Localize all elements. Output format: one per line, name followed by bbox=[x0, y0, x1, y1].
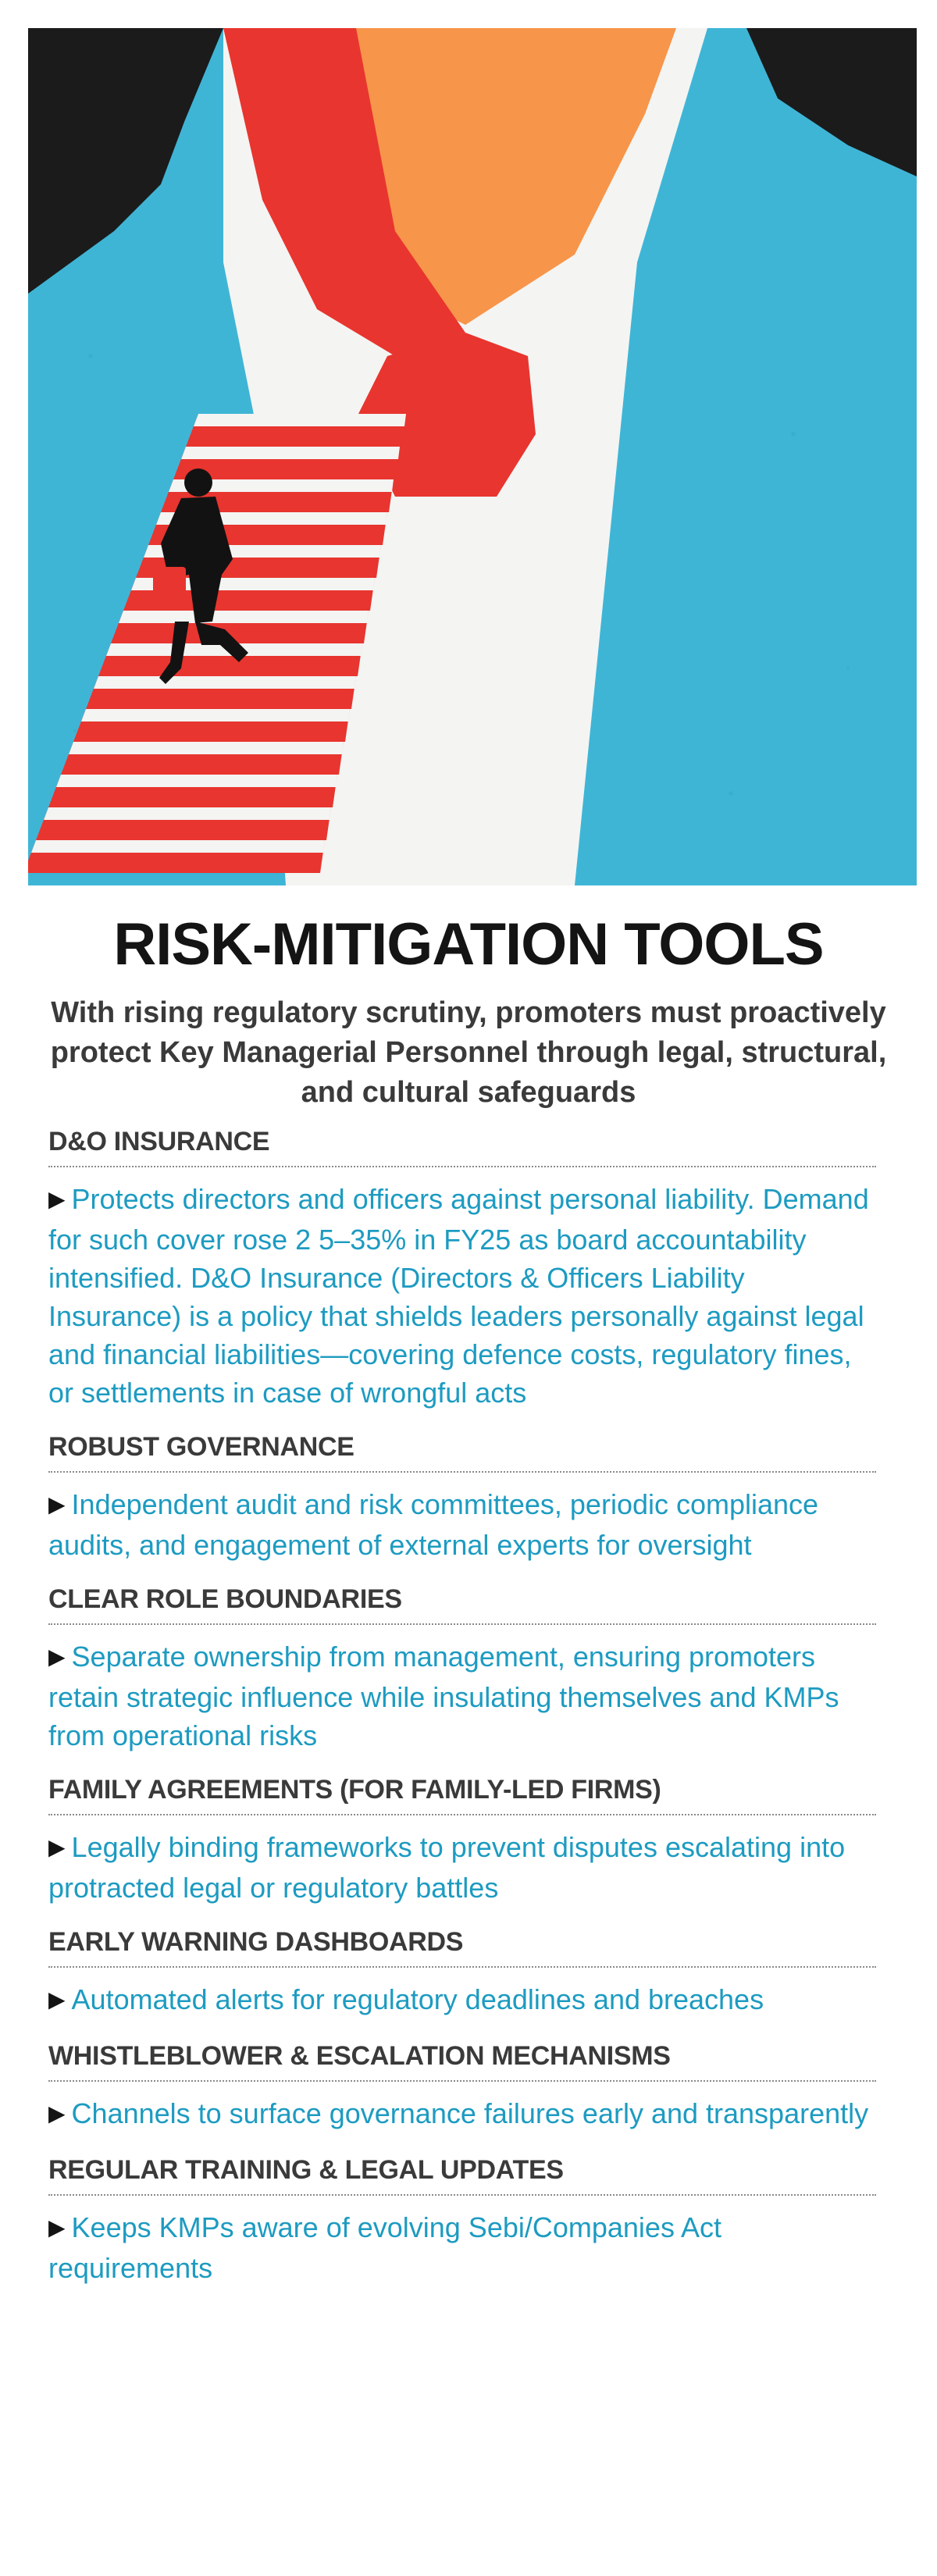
section-body bbox=[48, 2208, 876, 2287]
section-text: Separate ownership from management, ensuring promoters retain strategic influence while insulating themselves and KMPs from operational risks bbox=[48, 1641, 839, 1751]
stair-tread bbox=[81, 709, 350, 721]
stair-tread bbox=[194, 414, 406, 426]
section-body bbox=[48, 1828, 876, 1907]
section-body bbox=[48, 2094, 876, 2135]
page-subtitle: With rising regulatory scrutiny, promoters must proactively protect Key Managerial Personnel through legal, structural, and cultural safeguards bbox=[50, 996, 887, 1109]
section-text: Channels to surface governance failures early and transparently bbox=[71, 2097, 869, 2129]
stair-tread bbox=[94, 676, 356, 689]
section-clear-role-boundaries bbox=[48, 1586, 876, 1755]
page-title: RISK-MITIGATION TOOLS bbox=[113, 911, 824, 978]
triangle-bullet-icon: ▶ bbox=[48, 1835, 66, 1859]
section-heading: FAMILY AGREEMENTS (FOR FAMILY-LED FIRMS) bbox=[48, 1776, 876, 1815]
stair-tread bbox=[56, 775, 337, 787]
section-regular-training bbox=[48, 2157, 876, 2287]
section-family-agreements bbox=[48, 1776, 876, 1907]
section-early-warning-dashboards bbox=[48, 1929, 876, 2021]
section-body bbox=[48, 1485, 876, 1564]
section-text: Legally binding frameworks to prevent disputes escalating into protracted legal or regulatory battles bbox=[48, 1831, 846, 1904]
section-do-insurance bbox=[48, 1128, 876, 1412]
section-heading: CLEAR ROLE BOUNDARIES bbox=[48, 1586, 876, 1625]
hero-illustration bbox=[28, 28, 917, 885]
staircase-illustration bbox=[28, 28, 917, 885]
section-body bbox=[48, 1980, 876, 2021]
risk-tools-list bbox=[48, 1128, 876, 2287]
triangle-bullet-icon: ▶ bbox=[48, 1644, 66, 1669]
triangle-bullet-icon: ▶ bbox=[48, 2101, 66, 2125]
stair-tread bbox=[119, 611, 369, 623]
section-heading: D&O INSURANCE bbox=[48, 1128, 876, 1167]
stair-tread bbox=[69, 742, 344, 754]
section-heading: EARLY WARNING DASHBOARDS bbox=[48, 1929, 876, 1968]
section-text: Independent audit and risk committees, periodic compliance audits, and engagement of external experts for oversight bbox=[48, 1488, 819, 1561]
triangle-bullet-icon: ▶ bbox=[48, 1987, 66, 2011]
section-text: Automated alerts for regulatory deadlines and breaches bbox=[71, 1983, 764, 2015]
stair-tread bbox=[31, 840, 325, 853]
stair-tread bbox=[181, 447, 400, 459]
section-heading: REGULAR TRAINING & LEGAL UPDATES bbox=[48, 2157, 876, 2196]
section-heading: WHISTLEBLOWER & ESCALATION MECHANISMS bbox=[48, 2043, 876, 2082]
triangle-bullet-icon: ▶ bbox=[48, 1187, 66, 1211]
section-body bbox=[48, 1637, 876, 1755]
section-robust-governance bbox=[48, 1434, 876, 1564]
section-text: Keeps KMPs aware of evolving Sebi/Companies Act requirements bbox=[48, 2211, 721, 2284]
section-body bbox=[48, 1180, 876, 1412]
triangle-bullet-icon: ▶ bbox=[48, 2215, 66, 2239]
section-whistleblower bbox=[48, 2043, 876, 2135]
section-heading: ROBUST GOVERNANCE bbox=[48, 1434, 876, 1473]
stair-tread bbox=[44, 807, 331, 820]
section-text: Protects directors and officers against personal liability. Demand for such cover rose 2 5–35% in FY25 as board accountability intensified. D&O Insurance (Directors & Officers Liability Insurance) is a policy that shields leaders personally against legal and financial liabilities—covering defence costs, regulatory fines, or settlements in case of wrongful acts bbox=[48, 1183, 869, 1409]
triangle-bullet-icon: ▶ bbox=[48, 1492, 66, 1516]
